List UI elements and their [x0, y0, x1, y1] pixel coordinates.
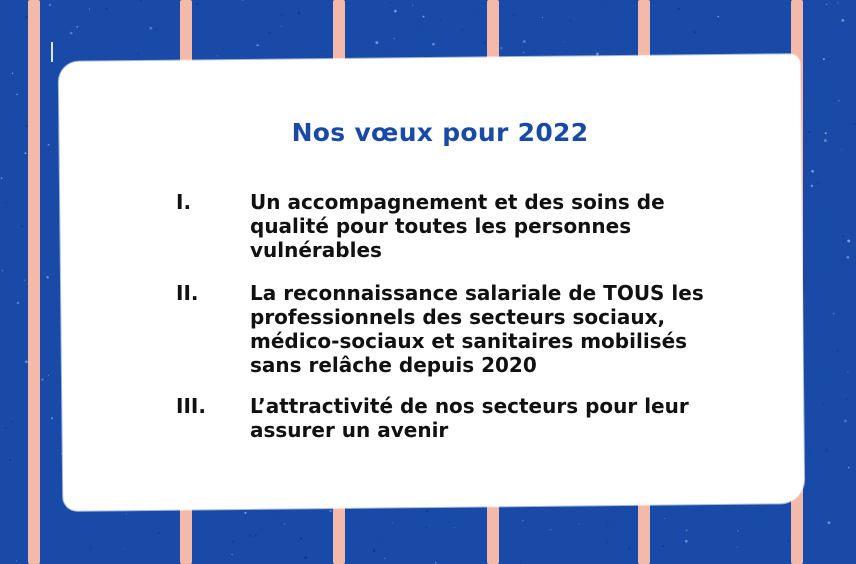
wish-numeral: III.	[176, 394, 206, 418]
speckle-dot	[257, 44, 259, 46]
speckle-dot	[678, 8, 681, 11]
speckle-dot	[384, 558, 385, 559]
speckle-dot	[412, 5, 413, 6]
text-cursor-mark	[51, 42, 53, 62]
speckle-dot	[89, 546, 91, 548]
speckle-dot	[48, 375, 49, 376]
speckle-dot	[513, 15, 515, 17]
speckle-dot	[454, 527, 455, 528]
speckle-dot	[21, 225, 23, 227]
speckle-dot	[523, 52, 525, 54]
speckle-dot	[140, 0, 142, 2]
speckle-dot	[124, 548, 125, 549]
speckle-dot	[56, 557, 57, 558]
speckle-dot	[718, 16, 720, 18]
speckle-dot	[387, 50, 388, 51]
speckle-dot	[440, 19, 442, 21]
speckle-dot	[847, 239, 850, 242]
speckle-dot	[296, 522, 297, 523]
speckle-dot	[847, 256, 850, 259]
speckle-dot	[685, 540, 688, 543]
speckle-dot	[378, 7, 379, 8]
speckle-dot	[817, 182, 819, 184]
speckle-dot	[51, 417, 53, 419]
speckle-dot	[606, 541, 608, 543]
speckle-dot	[564, 41, 565, 42]
speckle-dot	[805, 84, 806, 85]
speckle-dot	[255, 534, 257, 536]
speckle-dot	[737, 530, 738, 531]
speckle-dot	[522, 520, 523, 521]
speckle-dot	[380, 538, 381, 539]
speckle-dot	[47, 282, 48, 283]
speckle-dot	[79, 534, 80, 535]
speckle-dot	[1, 177, 2, 179]
speckle-dot	[809, 452, 811, 454]
wish-text: L’attractivité de nos secteurs pour leur assurer un avenir	[250, 394, 689, 442]
speckle-dot	[9, 459, 11, 461]
speckle-dot	[716, 45, 717, 46]
speckle-dot	[628, 548, 630, 550]
speckle-dot	[854, 8, 855, 9]
speckle-dot	[324, 50, 326, 52]
speckle-dot	[809, 354, 810, 355]
speckle-dot	[42, 379, 44, 381]
page-title: Nos vœux pour 2022	[291, 118, 589, 147]
speckle-dot	[284, 523, 286, 525]
speckle-dot	[673, 559, 674, 560]
wish-text: La reconnaissance salariale de TOUS les professionnels des secteurs sociaux, médico-sociaux et sanitaires mobilisés sans relâche depuis 2020	[250, 281, 704, 377]
pink-stripe	[28, 0, 40, 564]
speckle-dot	[736, 547, 737, 548]
speckle-dot	[389, 2, 391, 4]
speckle-dot	[833, 313, 834, 314]
speckle-dot	[279, 517, 280, 518]
speckle-dot	[500, 47, 502, 49]
speckle-dot	[483, 42, 485, 44]
speckle-dot	[662, 545, 664, 547]
speckle-dot	[394, 10, 397, 13]
speckle-dot	[16, 94, 18, 96]
speckle-dot	[845, 398, 847, 400]
speckle-dot	[811, 185, 813, 187]
speckle-dot	[425, 527, 427, 529]
speckle-dot	[304, 556, 307, 559]
speckle-dot	[244, 512, 246, 514]
speckle-dot	[842, 235, 845, 238]
speckle-dot	[155, 28, 158, 31]
speckle-dot	[300, 537, 303, 540]
speckle-dot	[249, 535, 251, 537]
speckle-dot	[126, 513, 127, 514]
speckle-dot	[70, 38, 71, 39]
speckle-dot	[823, 403, 825, 405]
speckle-dot	[607, 521, 609, 523]
speckle-dot	[823, 58, 825, 60]
speckle-dot	[242, 0, 244, 1]
speckle-dot	[16, 560, 17, 561]
speckle-dot	[828, 521, 831, 524]
speckle-dot	[694, 31, 696, 33]
speckle-dot	[837, 2, 838, 3]
speckle-dot	[542, 17, 543, 18]
speckle-dot	[11, 421, 13, 423]
wish-numeral: I.	[176, 190, 192, 214]
speckle-dot	[17, 302, 20, 305]
speckle-dot	[550, 529, 551, 530]
speckle-dot	[46, 276, 49, 279]
speckle-dot	[375, 41, 378, 44]
speckle-dot	[837, 351, 838, 352]
speckle-dot	[811, 170, 814, 173]
speckle-dot	[232, 554, 233, 555]
speckle-dot	[579, 524, 580, 525]
wish-numeral: II.	[176, 281, 199, 305]
speckle-dot	[105, 7, 108, 10]
speckle-dot	[25, 152, 27, 154]
speckle-dot	[392, 522, 393, 523]
speckle-dot	[422, 29, 423, 30]
speckle-dot	[431, 539, 432, 540]
speckle-dot	[570, 20, 572, 22]
speckle-dot	[447, 548, 448, 549]
speckle-dot	[12, 73, 14, 75]
speckle-dot	[89, 8, 90, 9]
speckle-dot	[596, 53, 599, 56]
speckle-dot	[196, 3, 198, 5]
speckle-dot	[842, 149, 843, 150]
speckle-dot	[686, 530, 687, 531]
speckle-dot	[523, 40, 526, 43]
speckle-dot	[426, 510, 428, 512]
speckle-dot	[273, 516, 274, 517]
speckle-dot	[137, 52, 139, 54]
speckle-dot	[568, 518, 569, 519]
speckle-dot	[5, 202, 7, 204]
speckle-dot	[298, 11, 301, 14]
speckle-dot	[268, 32, 270, 34]
speckle-dot	[281, 14, 283, 16]
speckle-dot	[807, 50, 809, 52]
speckle-dot	[24, 279, 26, 281]
speckle-dot	[281, 25, 282, 26]
speckle-dot	[847, 371, 848, 372]
speckle-dot	[76, 26, 78, 28]
speckle-dot	[826, 4, 828, 6]
wish-text: Un accompagnement et des soins de qualité pour toutes les personnes vulnérables	[250, 190, 665, 262]
speckle-dot	[422, 16, 424, 18]
speckle-dot	[159, 532, 161, 534]
speckle-dot	[560, 4, 561, 5]
speckle-dot	[462, 29, 464, 31]
speckle-dot	[49, 4, 52, 7]
speckle-dot	[435, 562, 437, 564]
speckle-dot	[848, 467, 850, 469]
speckle-dot	[217, 55, 218, 56]
speckle-dot	[232, 541, 234, 543]
speckle-dot	[70, 32, 73, 35]
speckle-dot	[605, 7, 606, 8]
speckle-dot	[787, 540, 789, 542]
speckle-dot	[436, 557, 437, 558]
speckle-dot	[841, 19, 844, 22]
speckle-dot	[844, 419, 847, 422]
speckle-dot	[432, 43, 435, 46]
speckle-dot	[263, 37, 264, 38]
speckle-dot	[520, 562, 522, 564]
speckle-dot	[373, 549, 376, 552]
speckle-dot	[329, 510, 331, 512]
speckle-dot	[825, 449, 828, 452]
speckle-dot	[2, 270, 4, 272]
speckle-dot	[664, 518, 665, 519]
speckle-dot	[474, 13, 476, 15]
speckle-dot	[5, 426, 8, 429]
speckle-dot	[838, 100, 840, 102]
speckle-dot	[393, 38, 395, 40]
speckle-dot	[149, 27, 152, 30]
speckle-dot	[459, 548, 460, 549]
